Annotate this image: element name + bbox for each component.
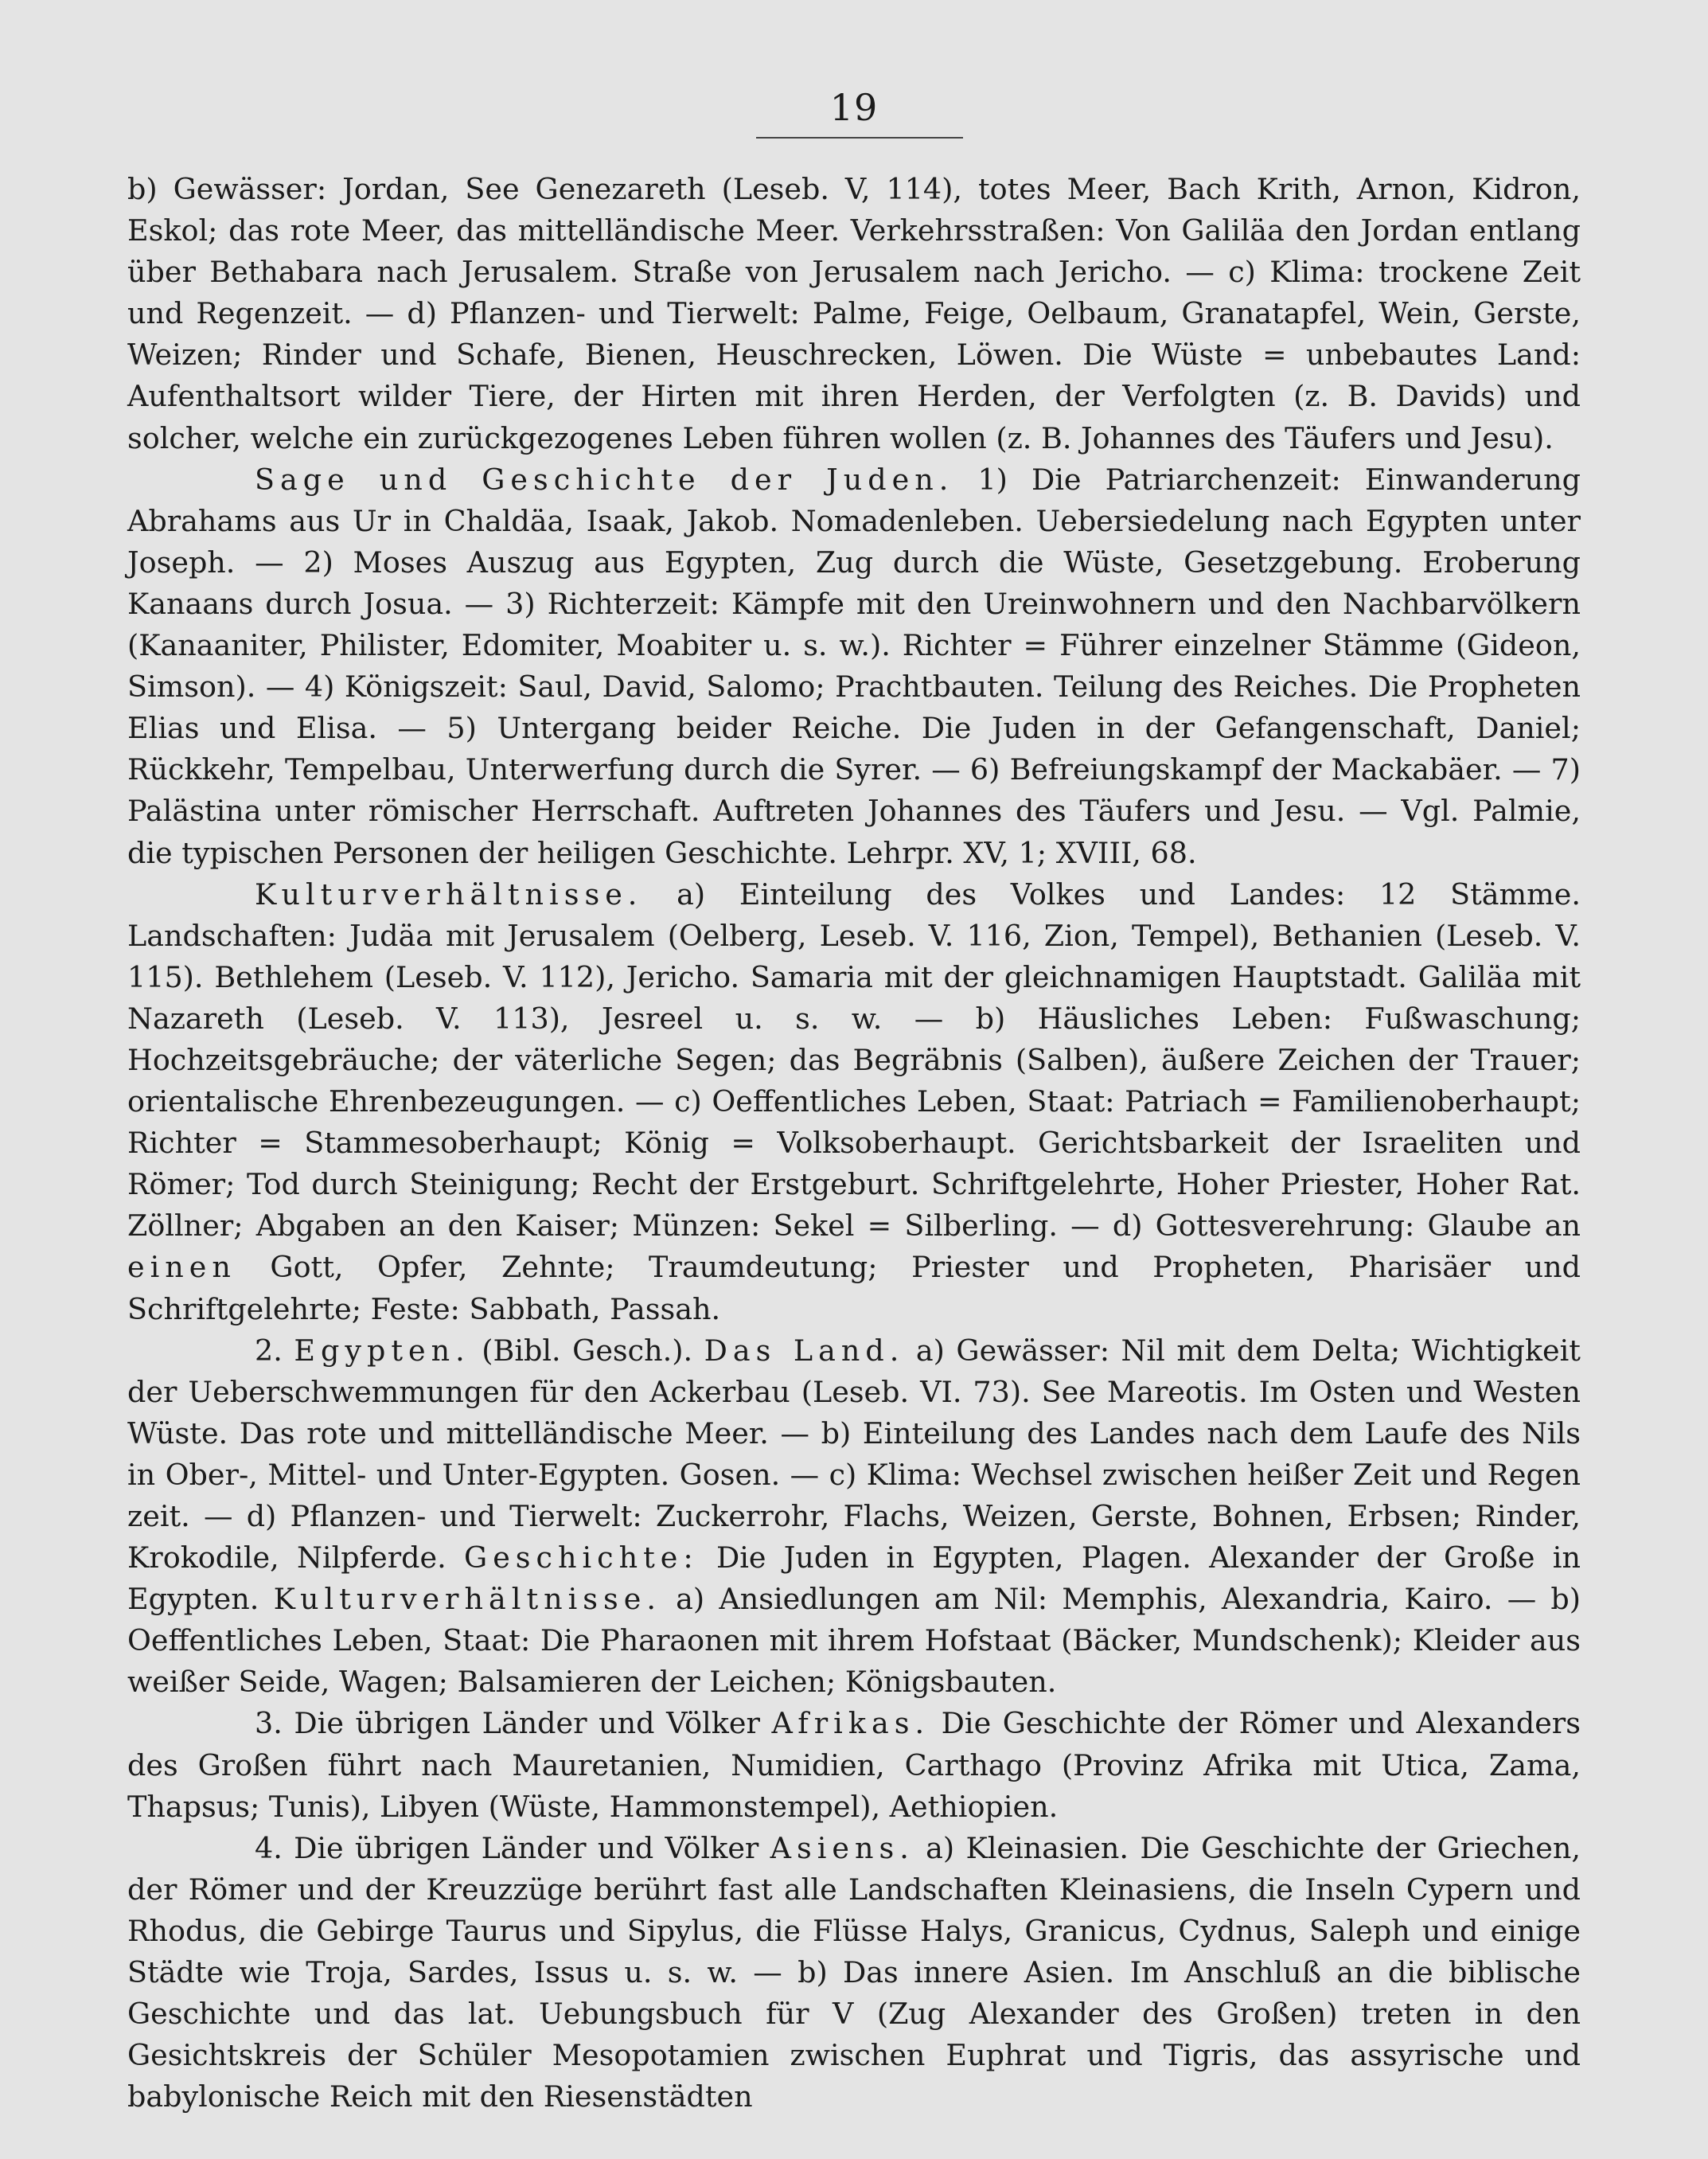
text-run: Die Juden in Egypten, Plagen. Alexander der Große in Egypten. (127, 1540, 1581, 1617)
text-run: b) Gewässer: Jordan, See Genezareth (Leseb. V, 114), totes Meer, Bach Krith, Arnon, Kidron, Eskol; das rote Meer, das mittelländische Meer. Verkehrsstraßen: Von Galiläa den Jordan entlang über Bethabara nach Jerusalem. Straße von Jerusalem nach Jericho. — c) Klima: trockene Zeit und Regenzeit. — d) Pflanzen- und Tierwelt: Palme, Feige, Oelbaum, Granatapfel, Wein, Gerste, Weizen; Rinder und Schafe, Bienen, Heuschrecken, Löwen. Die Wüste = unbebautes Land: Aufenthaltsort wilder Tiere, der Hirten mit ihren Herden, der Verfolgten (z. B. Davids) und solcher, welche ein zurückgezogenes Leben führen wollen (z. B. Johannes des Täufers und Jesu). (127, 172, 1581, 455)
text-run: a) Einteilung des Volkes und Landes: 12 Stämme. Landschaften: Judäa mit Jerusalem (Oelberg, Leseb. V. 116, Zion, Tempel), Bethanien (Leseb. V. 115). Bethlehem (Leseb. V. 112), Jericho. Samaria mit der gleichnamigen Hauptstadt. Galiläa mit Nazareth (Leseb. V. 113), Jesreel u. s. w. — b) Häusliches Leben: Fußwaschung; Hochzeitsgebräuche; der väterliche Segen; das Begräbnis (Salben), äußere Zeichen der Trauer; orientalische Ehrenbezeugungen. — c) Oeffentliches Leben, Staat: Patriach = Familienoberhaupt; Richter = Stammesoberhaupt; König = Volksoberhaupt. Gerichtsbarkeit der Israeliten und Römer; Tod durch Steinigung; Recht der Erstgeburt. Schriftgelehrte, Hoher Priester, Hoher Rat. Zöllner; Abgaben an den Kaiser; Münzen: Sekel = Silberling. — d) Gottesverehrung: Glaube an (127, 876, 1581, 1243)
body-text (127, 169, 1581, 2118)
text-run: 1) Die Patriarchenzeit: Einwanderung Abrahams aus Ur in Chaldäa, Isaak, Jakob. Nomadenleben. Uebersiedelung nach Egypten unter Joseph. — 2) Moses Auszug aus Egypten, Zug durch die Wüste, Gesetzgebung. Eroberung Kanaans durch Josua. — 3) Richterzeit: Kämpfe mit den Ureinwohnern und den Nachbarvölkern (Kanaaniter, Philister, Edomiter, Moabiter u. s. w.). Richter = Führer einzelner Stämme (Gideon, Simson). — 4) Königszeit: Saul, David, Salomo; Prachtbauten. Teilung des Reiches. Die Propheten Elias und Elisa. — 5) Untergang beider Reiche. Die Juden in der Gefangenschaft, Daniel; Rückkehr, Tempelbau, Unterwerfung durch die Syrer. — 6) Befreiungskampf der Mackabäer. — 7) Palästina unter römischer Herrschaft. Auftreten Johannes des Täufers und Jesu. — Vgl. Palmie, die typischen Personen der heiligen Geschichte. Lehrpr. XV, 1; XVIII, 68. (127, 462, 1581, 870)
spaced-heading: Geschichte: (464, 1540, 699, 1575)
text-run: 3. Die übrigen Länder und Völker (255, 1706, 772, 1741)
spaced-heading: einen (127, 1250, 236, 1285)
spaced-heading: Afrikas. (771, 1706, 930, 1741)
text-run: 4. Die übrigen Länder und Völker (255, 1830, 770, 1865)
text-run: a) Kleinasien. Die Geschichte der Griechen, der Römer und der Kreuzzüge berührt fast alle Landschaften Kleinasiens, die Inseln Cypern und Rhodus, die Gebirge Taurus und Sipylus, die Flüsse Halys, Granicus, Cydnus, Saleph und einige Städte wie Troja, Sardes, Issus u. s. w. — b) Das innere Asien. Im Anschluß an die biblische Geschichte und das lat. Uebungsbuch für V (Zug Alexander des Großen) treten in den Gesichtskreis der Schüler Mesopotamien zwischen Euphrat und Tigris, das assyrische und babylonische Reich mit den Riesenstädten (127, 1830, 1581, 2114)
text-run: a) Ansiedlungen am Nil: Memphis, Alexandria, Kairo. — b) Oeffentliches Leben, Staat: Die Pharaonen mit ihrem Hofstaat (Bäcker, Mundschenk); Kleider aus weißer Seide, Wagen; Balsamieren der Leichen; Königsbauten. (127, 1582, 1581, 1700)
spaced-heading: Das Land. (704, 1333, 905, 1368)
paragraph (127, 874, 1581, 1330)
text-run: 2. (255, 1333, 294, 1368)
text-run: Gott, Opfer, Zehnte; Traumdeutung; Priester und Propheten, Pharisäer und Schriftgelehrte; Feste: Sabbath, Passah. (127, 1250, 1581, 1326)
spaced-heading: Asiens. (770, 1830, 914, 1865)
page-number: 19 (829, 86, 879, 129)
paragraph (127, 459, 1581, 874)
spaced-heading: Kulturverhältnisse. (255, 876, 643, 912)
text-run: a) Gewässer: Nil mit dem Delta; Wichtigkeit der Ueberschwemmungen für den Ackerbau (Leseb. VI. 73). See Mareotis. Im Osten und Westen Wüste. Das rote und mittelländische Meer. — b) Einteilung des Landes nach dem Laufe des Nils in Ober-, Mittel- und Unter-Egypten. Gosen. — c) Klima: Wechsel zwischen heißer Zeit und Regen zeit. — d) Pflanzen- und Tierwelt: Zuckerrohr, Flachs, Weizen, Gerste, Bohnen, Erbsen; Rinder, Krokodile, Nilpferde. (127, 1333, 1581, 1575)
text-run: Die Geschichte der Römer und Alexanders des Großen führt nach Mauretanien, Numidien, Carthago (Provinz Afrika mit Utica, Zama, Thapsus; Tunis), Libyen (Wüste, Hammonstempel), Aethiopien. (127, 1706, 1581, 1824)
paragraph (127, 1330, 1581, 1704)
text-run: (Bibl. Gesch.). (470, 1333, 704, 1368)
paragraph (127, 1828, 1581, 2118)
spaced-heading: Sage und Geschichte der Juden. (255, 462, 954, 497)
page-number-rule (756, 137, 963, 139)
paragraph (127, 169, 1581, 459)
spaced-heading: Kulturverhältnisse. (273, 1582, 661, 1617)
paragraph (127, 1703, 1581, 1827)
spaced-heading: Egypten. (294, 1333, 470, 1368)
